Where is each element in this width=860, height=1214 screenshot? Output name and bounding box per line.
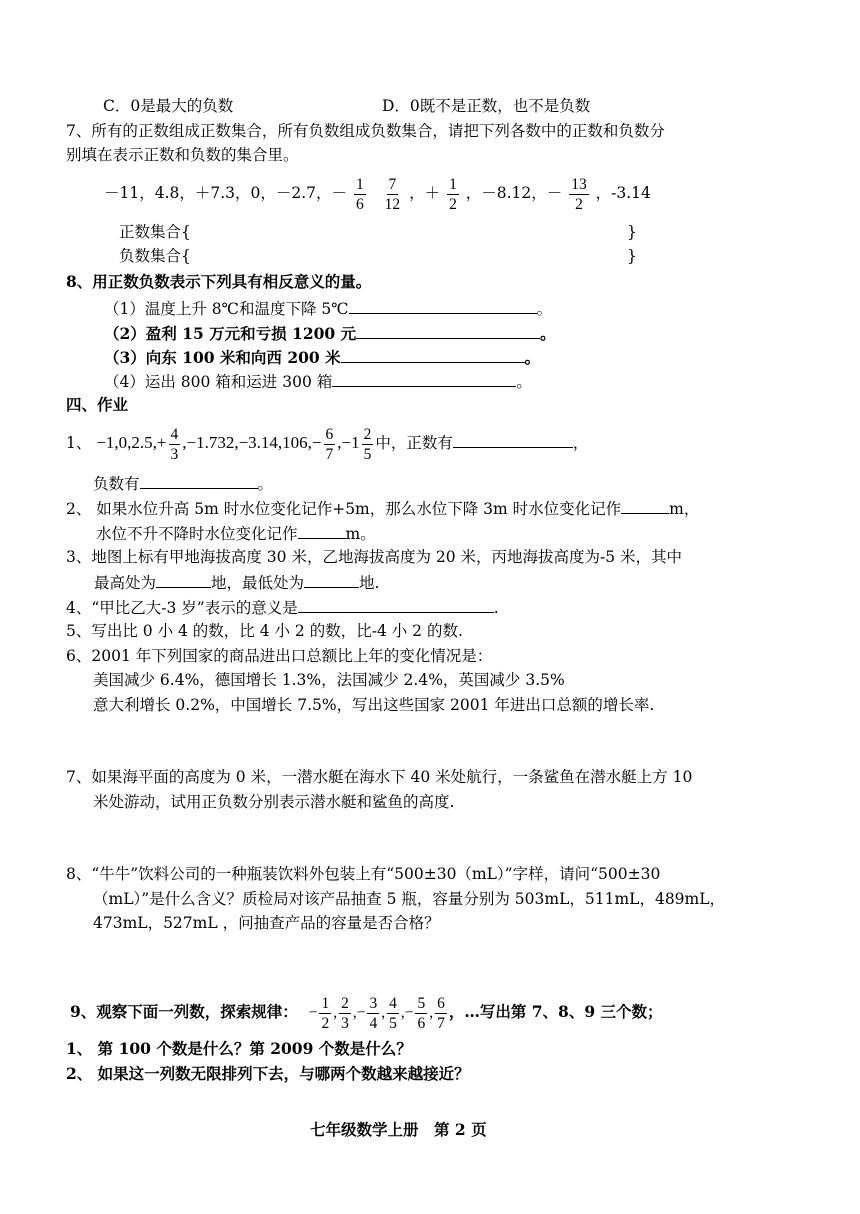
positive-set-close: } [627,223,637,241]
q8-item4: （4）运出 800 箱和运进 300 箱 。 [104,370,532,392]
option-c: C．0是最大的负数 [103,97,234,115]
q7-list-a: －11，4.8，＋7.3，0，－2.7，－ [104,184,348,202]
answer-blank[interactable] [140,472,258,489]
hw1-seq-c: ,−1 [337,433,360,452]
answer-blank[interactable] [621,497,669,514]
hw6-line3: 意大利增长 0.2%，中国增长 7.5%，写出这些国家 2001 年进出口总额的增长率. [93,696,655,714]
fraction-4-5: $\frac{4}{5}$ [389,994,397,1032]
hw5-line: 5、写出比 0 小 4 的数，比 4 小 2 的数，比-4 小 2 的数. [66,622,463,640]
fraction-6-7: $\frac{6}{7}$ [325,425,334,463]
answer-blank[interactable] [298,522,346,539]
hw1-seq-b: ,−1.732,−3.14,106,− [182,433,322,452]
fraction-2-5: $\frac{2}{5}$ [363,425,372,463]
answer-blank[interactable] [356,322,540,339]
hw7-line1: 7、如果海平面的高度为 0 米，一潜水艇在海水下 40 米处航行，一条鲨鱼在潜水艇上方 10 [66,768,693,786]
answer-blank[interactable] [349,297,537,314]
fraction-3-4: $\frac{3}{4}$ [369,994,378,1032]
q7-line1: 7、所有的正数组成正数集合，所有负数组成负数集合，请把下列各数中的正数和负数分 [66,122,665,140]
fraction-5-6: $\frac{5}{6}$ [417,994,426,1032]
answer-blank[interactable] [453,431,573,448]
q7-sep1: ，＋ [409,184,441,202]
fraction-13-2: $\frac{13}{2}$ [571,175,587,213]
hw3-line1: 3、地图上标有甲地海拔高度 30 米，乙地海拔高度为 20 米，丙地海拔高度为-5 米，其中 [66,548,683,566]
hw8-line1: 8、“牛牛”饮料公司的一种瓶装饮料外包装上有“500±30（mL）”字样，请问“500±30 [66,865,661,883]
fraction-2-3: $\frac{2}{3}$ [341,994,349,1032]
q8-title: 8、用正数负数表示下列具有相反意义的量。 [66,272,372,291]
hw6-line2: 美国减少 6.4%，德国增长 1.3%，法国减少 2.4%，英国减少 3.5% [93,671,565,689]
fraction-1-6: $\frac{1}{6}$ [355,175,364,213]
fraction-1-2: $\frac{1}{2}$ [449,175,457,213]
page-footer: 七年级数学上册 第 2 页 [310,1120,487,1139]
hw8-line2: （mL）”是什么含义？质检局对该产品抽查 5 瓶，容量分别为 503mL，511mL，489mL， [93,890,726,908]
answer-blank[interactable] [332,370,516,387]
hw1-seq-a: −1,0,2.5,+ [96,433,167,452]
q8-item2: （2）盈利 15 万元和亏损 1200 元 。 [104,324,556,343]
q7-line2: 别填在表示正数和负数的集合里。 [66,146,299,164]
answer-blank[interactable] [298,596,494,613]
hw4-line: 4、“甲比乙大-3 岁”表示的意义是 . [66,596,499,618]
hw6-line1: 6、2001 年下列国家的商品进出口总额比上年的变化情况是： [66,647,493,665]
q8-item1: （1）温度上升 8℃和温度下降 5℃ 。 [104,297,552,319]
hw9-sub2: 2、 如果这一列数无限排列下去，与哪两个数越来越接近？ [66,1064,470,1083]
answer-blank[interactable] [304,571,359,588]
hw7-line2: 米处游动，试用正负数分别表示潜水艇和鲨鱼的高度. [93,793,455,811]
fraction-7-12: $\frac{7}{12}$ [384,175,401,213]
q7-list-b: ，－8.12，－ [465,184,563,202]
hw2-line2: 水位不升不降时水位变化记作 m。 [96,522,376,544]
hw9-sub1: 1、 第 100 个数是什么？第 2009 个数是什么？ [66,1039,412,1058]
answer-blank[interactable] [156,571,211,588]
section-4-title: 四、作业 [66,395,129,414]
fraction-4-3: $\frac{4}{3}$ [170,425,179,463]
hw1-line2: 负数有 。 [93,472,273,494]
fraction-1-2: $\frac{1}{2}$ [321,994,330,1032]
negative-set-label: 负数集合{ [119,247,191,265]
fraction-6-7: $\frac{6}{7}$ [437,994,445,1032]
q7-number-list [104,172,651,214]
negative-set-close: } [627,247,637,265]
option-d: D．0既不是正数，也不是负数 [382,97,591,115]
hw8-line3: 473mL，527mL ，问抽查产品的容量是否合格？ [93,914,440,932]
hw3-line2: 最高处为 地，最低处为 地. [94,571,379,593]
answer-blank[interactable] [341,346,525,363]
hw2-line1: 2、 如果水位升高 5m 时水位变化记作+5m，那么水位下降 3m 时水位变化记作 m， [66,497,699,519]
q8-item3: （3）向东 100 米和向西 200 米 。 [104,348,541,367]
hw1-line1: 1、 −1,0,2.5,+ $\frac{4}{3}$ ,−1.732,−3.14,106,− $\frac{6}{7}$ ,−1 $\frac{2}{5}$ 中，正数有 ， [66,425,589,463]
positive-set-label: 正数集合{ [119,223,191,241]
q7-list-c: ，-3.14 [595,184,651,202]
hw9-sequence: 9、观察下面一列数，探索规律： − $\frac{1}{2}$ , $\frac{2}{3}$ ,− $\frac{3}{4}$ , $\frac{4}{5}$ ,− $\frac{5}{6}$ , $\frac{6}{7}$ ，…写出第 7、8、9 三个数； [70,994,663,1032]
